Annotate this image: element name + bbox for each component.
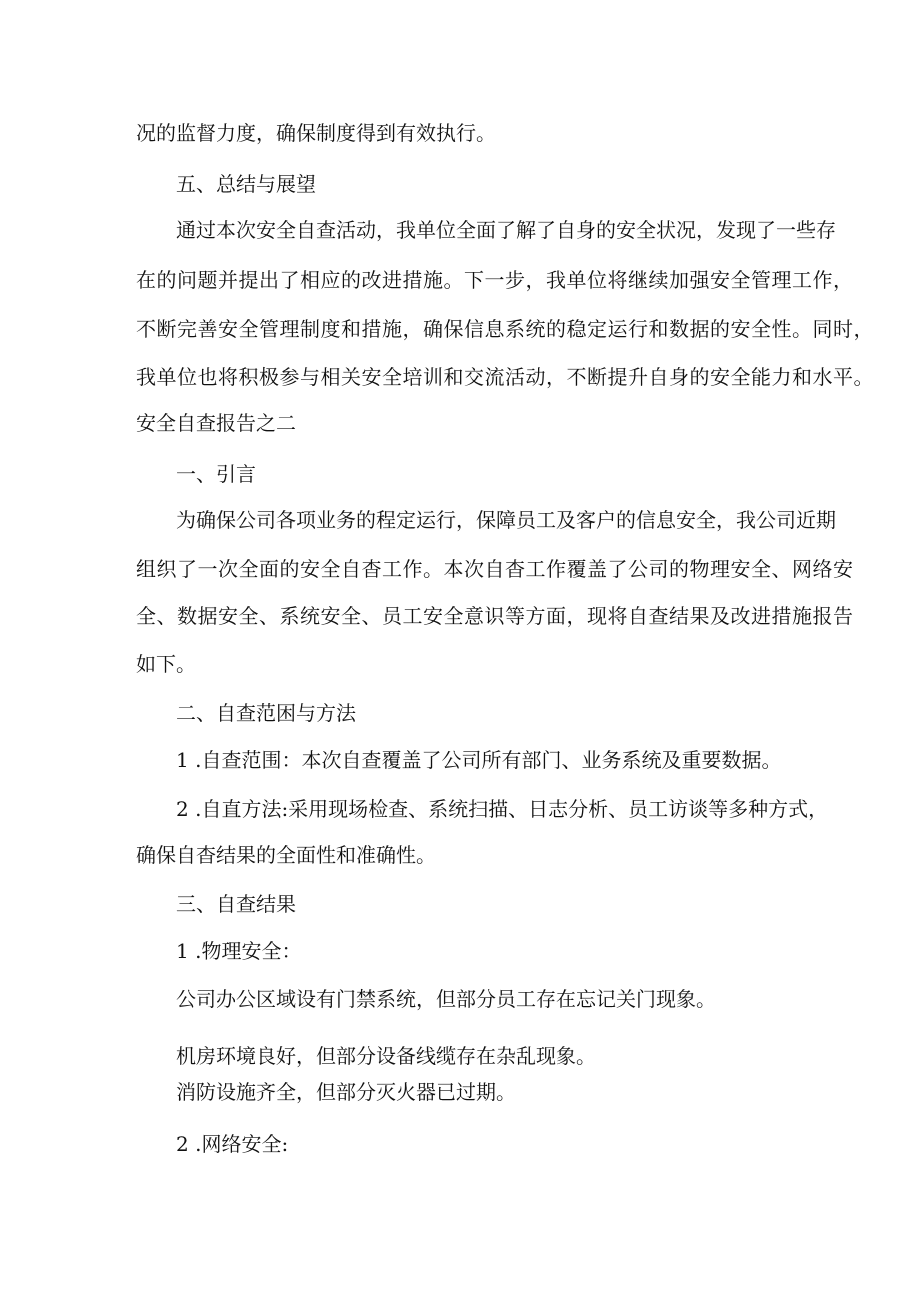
paragraph-line: 不断完善安全管理制度和措施，确保信息系统的稳定运行和数据的安全性。同时， [136,317,874,341]
paragraph-line: 确保自杳结果的全面性和准确性。 [136,843,436,867]
paragraph-line: 组织了一次全面的安全自杳工作。本次自杳工作覆盖了公司的物理安全、网络安 [136,557,854,581]
list-item: 2 .网络安全: [176,1132,289,1156]
list-item: 1 .物理安全： [176,939,302,963]
paragraph-line: 如下。 [136,652,196,676]
section-heading-results: 三、自查结果 [176,892,296,916]
list-item: 2 .自直方法:采用现场检查、系统扫描、日志分析、员工访谈等多种方式， [176,797,829,821]
paragraph-line: 在的问题并提出了相应的改进措施。下一步，我单位将继续加强安全管理工作， [136,268,854,292]
report-title: 安全自查报告之二 [136,411,296,435]
paragraph-line: 为确保公司各项业务的程定运行，保障员工及客户的信息安全，我公司近期 [176,508,836,532]
paragraph-line: 况的监督力度，确保制度得到有效执行。 [136,121,496,145]
section-heading-summary: 五、总结与展望 [176,172,316,196]
paragraph-line: 通过本次安全自查活动，我单位全面了解了自身的安全状况，发现了一些存 [176,218,836,242]
paragraph-line: 我单位也将积极参与相关安全培训和交流活动，不断提升自身的安全能力和水平。 [136,365,874,389]
paragraph-line: 公司办公区域设有门禁系统，但部分员工存在忘记关门现象。 [176,987,716,1011]
paragraph-line: 全、数据安全、系统安全、员工安全意识等方面，现将自查结果及改进措施报告 [136,604,854,628]
section-heading-intro: 一、引言 [176,462,256,486]
paragraph-line: 消防设施齐全，但部分灭火器已过期。 [176,1080,516,1104]
paragraph-line: 机房环境良好，但部分设备线缆存在杂乱现象。 [176,1044,596,1068]
section-heading-scope: 二、自查范困与方法 [176,701,356,725]
list-item: 1 .自查范围：本次自查覆盖了公司所有部门、业务系统及重要数据。 [176,748,782,772]
